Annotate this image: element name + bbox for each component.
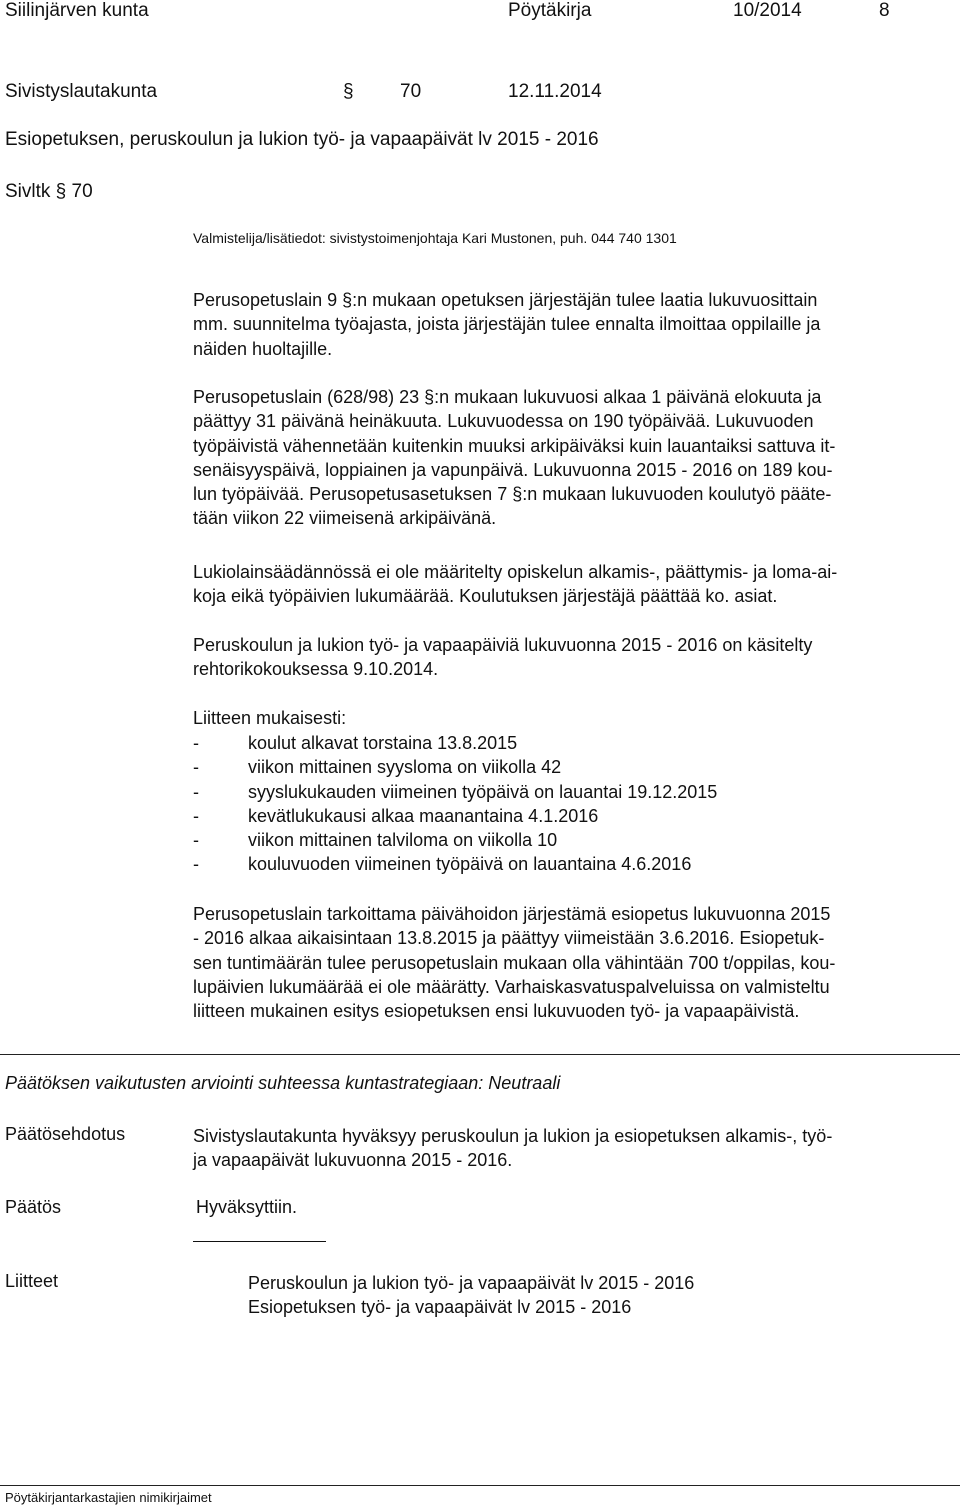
paragraph-line: päättyy 31 päivänä heinäkuuta. Lukuvuodessa on 190 työpäivää. Lukuvuoden (193, 411, 814, 432)
paragraph-line: rehtorikokouksessa 9.10.2014. (193, 659, 439, 680)
list-heading: Liitteen mukaisesti: (193, 708, 347, 728)
page-number: 8 (879, 0, 890, 21)
paragraph-line: tään viikon 22 viimeisenä arkipäivänä. (193, 508, 497, 529)
paragraph-line: sen tuntimäärän tulee perusopetuslain mukaan olla vähintään 700 t/oppilas, kou- (193, 952, 836, 973)
decision-text: Hyväksyttiin. (196, 1197, 298, 1217)
impact-assessment: Päätöksen vaikutusten arviointi suhteessa kuntastrategiaan: Neutraali (5, 1073, 561, 1093)
reference-number: 70 (71, 181, 93, 202)
paragraph-2 (193, 385, 835, 531)
footer-divider (0, 1485, 960, 1486)
section-number: 70 (400, 81, 422, 102)
paragraph-line: lun työpäivää. Perusopetusasetuksen 7 §:n mukaan lukuvuoden koulutyö pääte- (193, 484, 832, 505)
paragraph-line: työpäivistä vähennetään kuitenkin muuksi arkipäiväksi kuin lauantaiksi sattuva it- (193, 435, 836, 456)
meeting-date: 12.11.2014 (508, 81, 602, 102)
page-title: Esiopetuksen, peruskoulun ja lukion työ- ja vapaapäivät lv 2015 - 2016 (5, 129, 599, 150)
paragraph-line: liitteen mukainen esitys esiopetuksen ensi lukuvuoden työ- ja vapaapäivistä. (193, 1001, 800, 1022)
board-name: Sivistyslautakunta (5, 81, 158, 102)
paragraph-line: näiden huoltajille. (193, 338, 333, 359)
document-number: 10/2014 (733, 0, 802, 21)
decision-underline (193, 1241, 326, 1242)
paragraph-line: senäisyyspäivä, loppiainen ja vapunpäivä. Lukuvuonna 2015 - 2016 on 189 kou- (193, 459, 833, 480)
paragraph-5 (193, 902, 835, 1023)
paragraph-3 (193, 560, 837, 609)
section-divider (0, 1054, 960, 1055)
paragraph-line: lupäivien lukumäärää ei ole määrätty. Varhaiskasvatuspalveluissa on valmisteltu (193, 976, 830, 997)
proposal-label: Päätösehdotus (5, 1124, 126, 1144)
paragraph-line: Lukiolainsäädännössä ei ole määritelty opiskelun alkamis-, päättymis- ja loma-ai- (193, 562, 838, 582)
attachments-label: Liitteet (5, 1271, 59, 1291)
municipality-name: Siilinjärven kunta (5, 0, 149, 21)
paragraph-1 (193, 288, 820, 361)
paragraph-line: Peruskoulun ja lukion työ- ja vapaapäiviä lukuvuonna 2015 - 2016 on käsitelty (193, 635, 813, 655)
footer-initials-label: Pöytäkirjantarkastajien nimikirjaimet (5, 1490, 212, 1505)
proposal-text (193, 1124, 832, 1173)
paragraph-line: Perusopetuslain 9 §:n mukaan opetuksen järjestäjän tulee laatia lukuvuosittain (193, 290, 818, 310)
reference-label: Sivltk § 70 (5, 181, 93, 202)
attachments-list (248, 1271, 694, 1320)
paragraph-line: mm. suunnitelma työajasta, joista järjestäjän tulee ennalta ilmoittaa oppilaille ja (193, 314, 821, 335)
reference-abbrev: Sivltk (5, 181, 51, 202)
paragraph-4 (193, 633, 812, 682)
paragraph-line: Sivistyslautakunta hyväksyy peruskoulun ja lukion ja esiopetuksen alkamis-, työ- (193, 1126, 833, 1146)
attachment-item: Esiopetuksen työ- ja vapaapäivät lv 2015 - 2016 (248, 1297, 632, 1318)
paragraph-line: Perusopetuslain (628/98) 23 §:n mukaan lukuvuosi alkaa 1 päivänä elokuuta ja (193, 387, 822, 407)
preparer-info: Valmistelija/lisätiedot: sivistystoimenjohtaja Kari Mustonen, puh. 044 740 1301 (193, 230, 677, 246)
decision-label: Päätös (5, 1197, 62, 1217)
paragraph-line: - 2016 alkaa aikaisintaan 13.8.2015 ja päättyy viimeistään 3.6.2016. Esiopetuk- (193, 928, 825, 949)
section-sign: § (343, 81, 354, 102)
paragraph-line: koja eikä työpäivien lukumäärää. Koulutuksen järjestäjä päättää ko. asiat. (193, 586, 778, 607)
attachment-item: Peruskoulun ja lukion työ- ja vapaapäivät lv 2015 - 2016 (248, 1273, 695, 1293)
document-type: Pöytäkirja (508, 0, 592, 21)
paragraph-line: Perusopetuslain tarkoittama päivähoidon järjestämä esiopetus lukuvuonna 2015 (193, 904, 831, 924)
paragraph-line: ja vapaapäivät lukuvuonna 2015 - 2016. (193, 1150, 513, 1171)
